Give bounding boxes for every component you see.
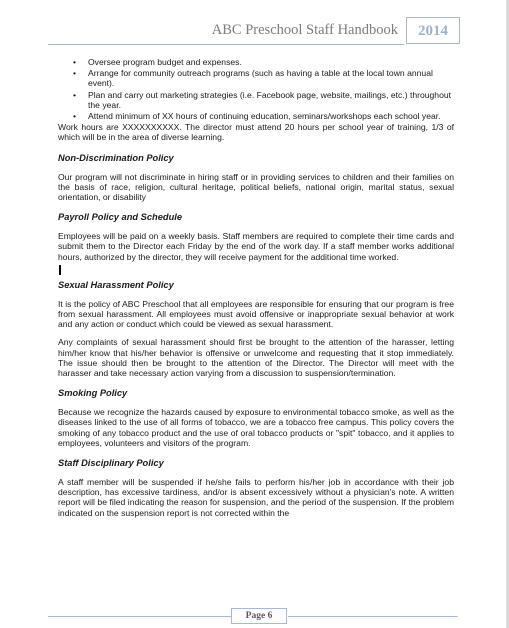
work-hours-paragraph: Work hours are XXXXXXXXXX. The director must attend 20 hours per school year of training, 1/3 of which will be in the area of diverse learning. xyxy=(58,122,454,143)
document-body[interactable] xyxy=(58,57,454,518)
paragraph: Because we recognize the hazards caused by exposure to environmental tobacco smoke, as well as the diseases linked to the use of all forms of tobacco, we are a tobacco free campus. This policy covers the smoking of any tobacco product and the use of oral tobacco products or "spit" tobacco, and it applies to employees, volunteers and visitors of the program. xyxy=(58,407,455,448)
list-item: • Oversee program budget and expenses. xyxy=(88,57,454,67)
section-heading-payroll: Payroll Policy and Schedule xyxy=(58,212,183,223)
paragraph: It is the policy of ABC Preschool that all employees are responsible for ensuring that our program is free from sexual harassment. All employees must avoid offensive or inappropriate sexual behavior at work and any action or conduct which could be viewed as sexual harassment. xyxy=(58,298,454,330)
handbook-title: ABC Preschool Staff Handbook xyxy=(211,22,398,38)
section-heading-staff-disciplinary: Staff Disciplinary Policy xyxy=(58,458,164,469)
page-header xyxy=(48,17,460,45)
page-number: Page 6 xyxy=(231,608,287,624)
list-item: • Plan and carry out marketing strategies (i.e. Facebook page, website, mailings, etc.) throughout the year. xyxy=(88,90,454,110)
duties-list xyxy=(58,57,454,121)
paragraph: Our program will not discriminate in hiring staff or in providing services to children and their families on the basis of race, religion, cultural heritage, political beliefs, national origin, marital status, sexual orientation, or disability xyxy=(58,171,454,203)
paragraph: A staff member will be suspended if he/she fails to perform his/her job in accordance with their job description, has excessive tardiness, and/or is absent excessively without a physician's note. A written report will be filed indicating the reason for suspension, and the period of the suspension. If the problem indicated on the suspension report is not corrected within the xyxy=(58,477,454,518)
page-footer xyxy=(48,608,458,624)
paragraph: Any complaints of sexual harassment should first be brought to the attention of the harasser, letting him/her know that his/her behavior is offensive or unwelcome and requesting that it stop immediately. The issue should then be brought to the attention of the Director. The Director will meet with the harasser and take necessary action varying from a discussion to suspension/termination. xyxy=(58,337,454,379)
footer-rule xyxy=(288,616,458,617)
paragraph: Employees will be paid on a weekly basis. Staff members are required to complete their time cards and submit them to the Director each Friday by the end of the work day. If a staff member works additional hours, authorized by the director, they will receive payment for the additional time worked. xyxy=(58,231,454,262)
list-item: • Arrange for community outreach programs (such as having a table at the local town annual event). xyxy=(88,68,454,88)
text-cursor xyxy=(59,265,61,275)
list-item: • Attend minimum of XX hours of continuing education, seminars/workshops each school year. xyxy=(88,111,454,121)
header-rule xyxy=(48,44,404,45)
year-box: 2014 xyxy=(406,17,460,44)
section-heading-smoking: Smoking Policy xyxy=(58,388,128,399)
footer-rule xyxy=(48,616,231,617)
section-heading-non-discrimination: Non-Discrimination Policy xyxy=(58,152,174,163)
section-heading-sexual-harassment: Sexual Harassment Policy xyxy=(58,279,174,290)
